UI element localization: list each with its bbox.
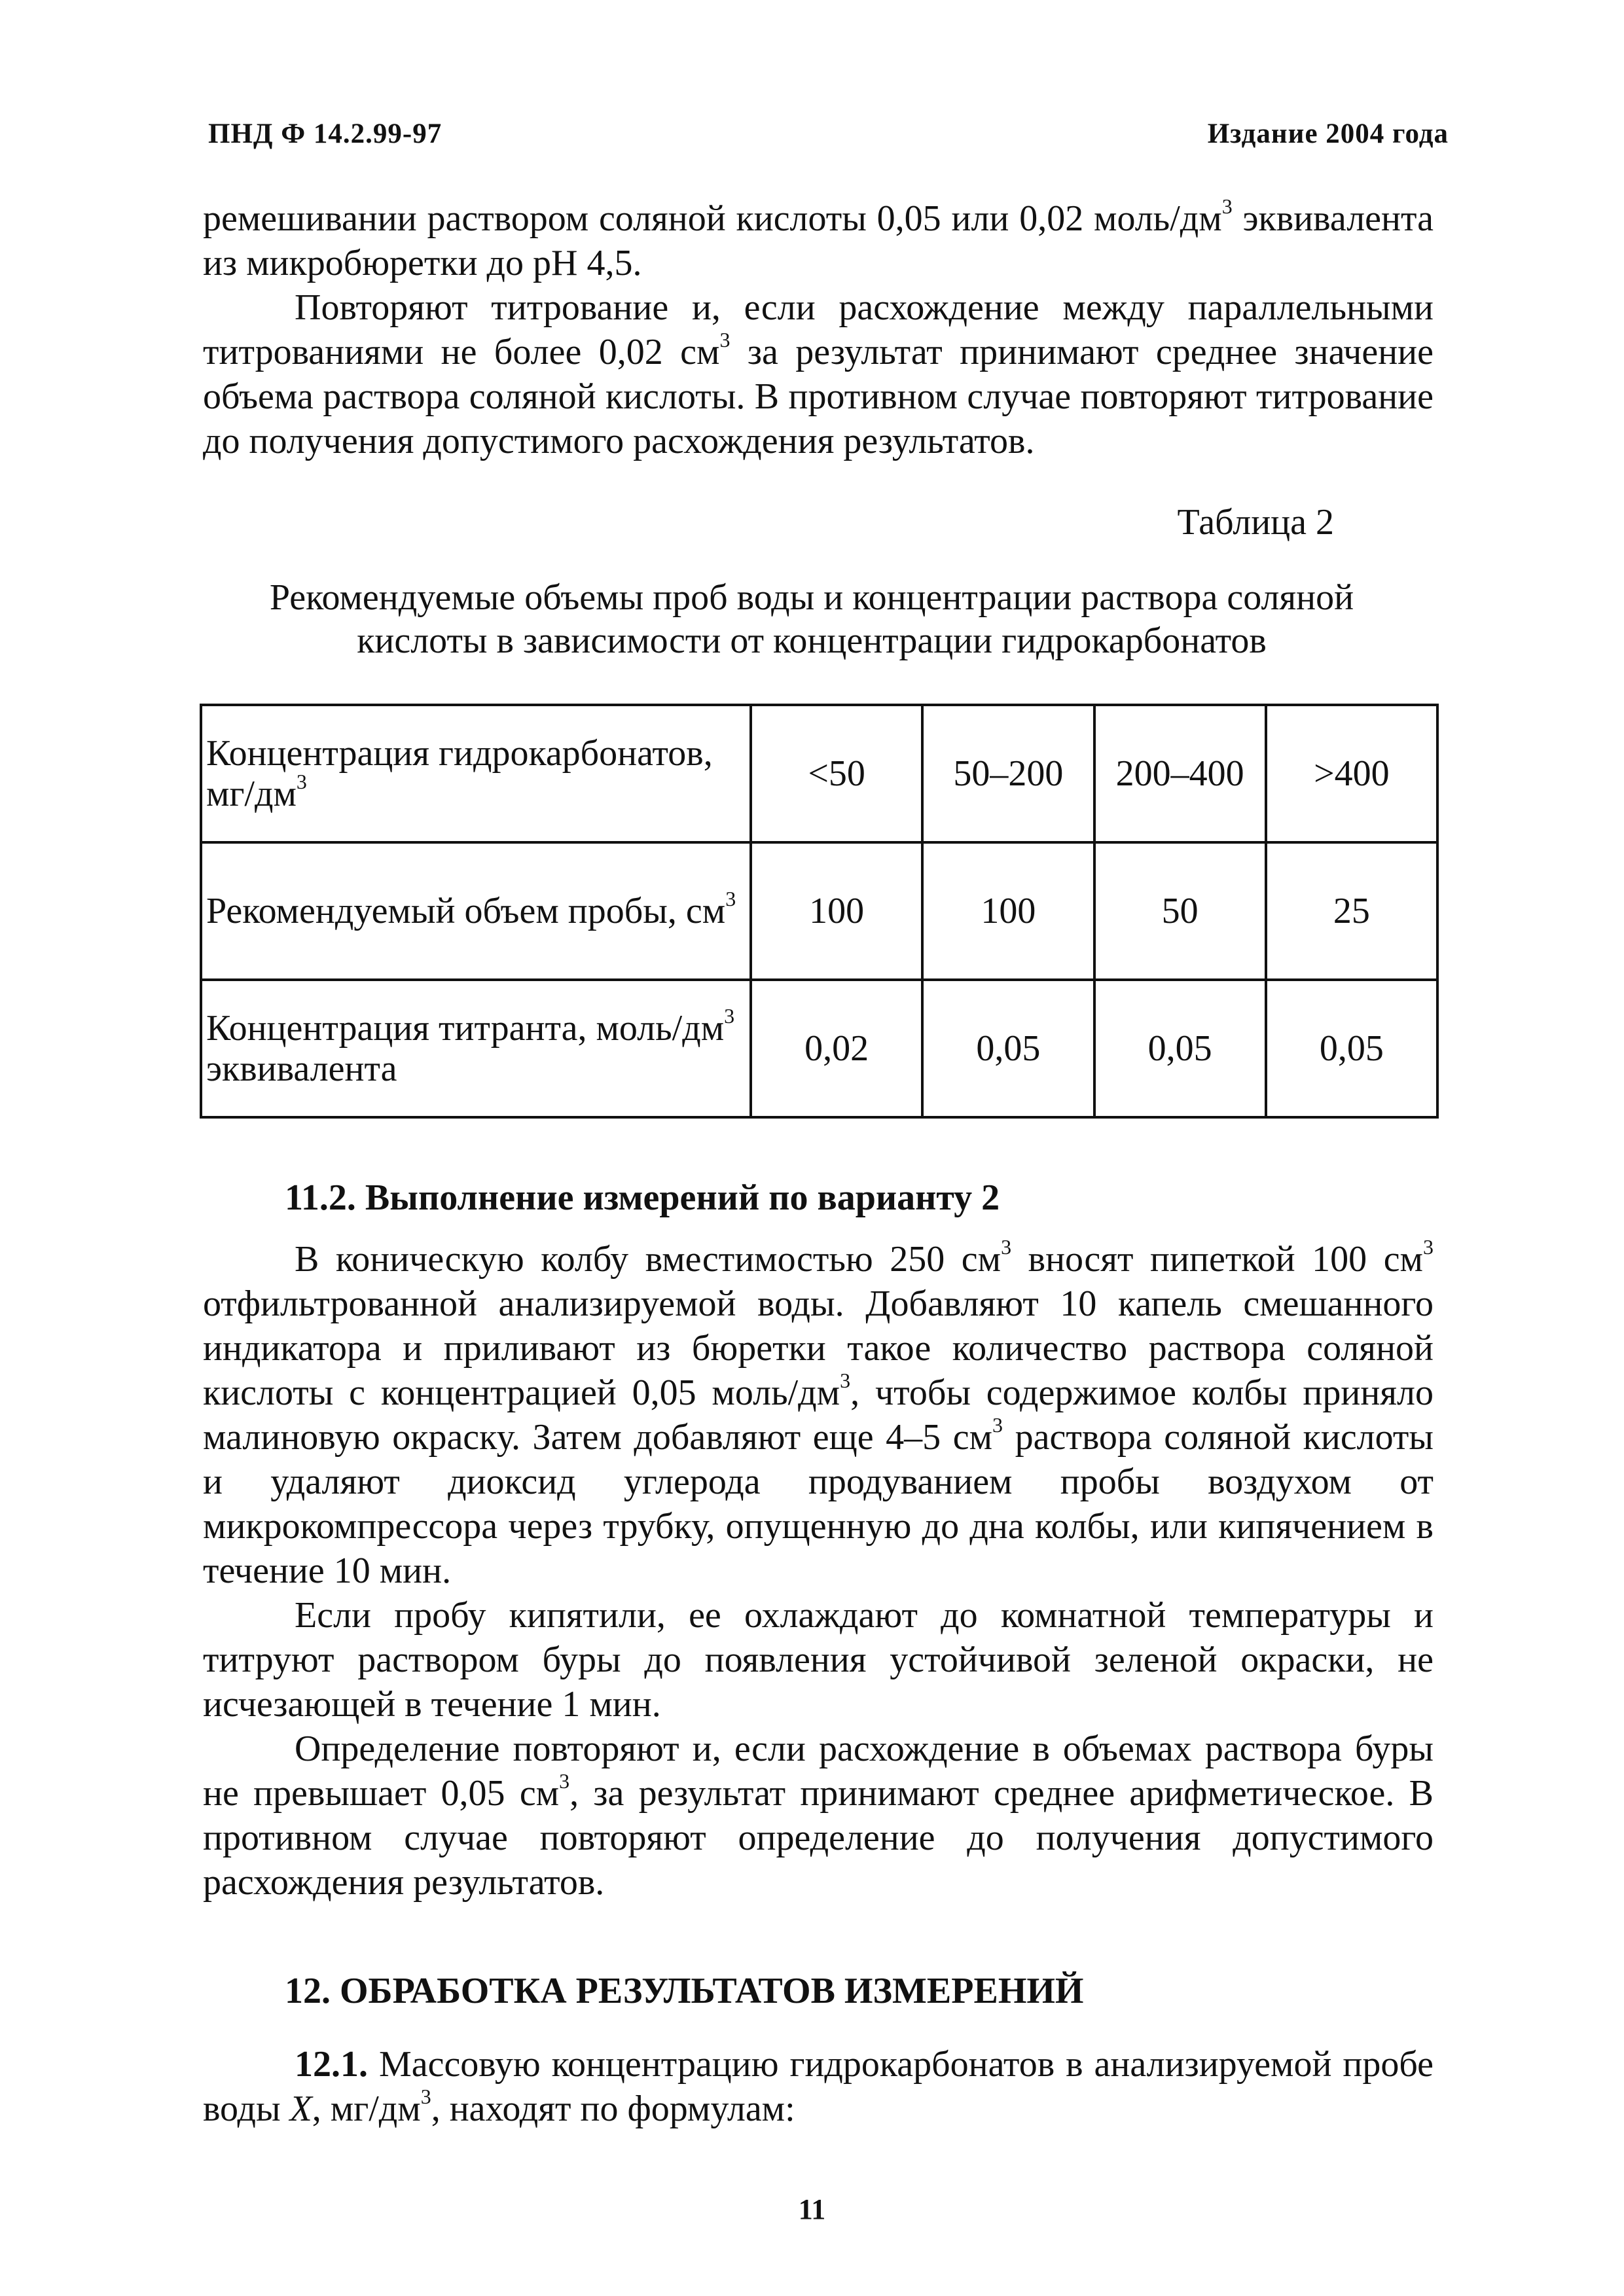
table-cell: 25 <box>1266 842 1437 980</box>
table-cell: 0,05 <box>1266 980 1437 1117</box>
table-label: Таблица 2 <box>1177 502 1334 543</box>
section-12-heading: 12. ОБРАБОТКА РЕЗУЛЬТАТОВ ИЗМЕРЕНИЙ <box>285 1971 1084 2011</box>
section-12-1-paragraph: 12.1. Массовую концентрацию гидрокарбонатов в анализируемой пробе воды X, $мг/дм^3$, находят по формулам: <box>203 2044 1434 2129</box>
table-cell: 50 <box>1094 842 1266 980</box>
section-11-2-paragraph-2: Если пробу кипятили, ее охлаждают до комнатной температуры и титруют раствором буры до появления устойчивой зеленой окраски, не исчезающей в течение 1 мин. <box>203 1595 1434 1725</box>
intro-text <box>203 196 1434 463</box>
data-table <box>200 704 1439 1119</box>
table-row <box>201 980 1437 1117</box>
table-cell: 50–200 <box>922 705 1094 842</box>
table-row <box>201 705 1437 842</box>
table-cell: 0,02 <box>751 980 922 1117</box>
table-cell: 100 <box>751 842 922 980</box>
table-cell: 0,05 <box>922 980 1094 1117</box>
section-11-2-paragraph-3: Определение повторяют и, если расхождение в объемах раствора буры не превышает 0,05 $см^3$, за результат принимают среднее арифметическое. В противном случае повторяют определение до получения допустимого расхождения результатов. <box>203 1729 1434 1903</box>
table-cell: 0,05 <box>1094 980 1266 1117</box>
document-code: ПНД Ф 14.2.99-97 <box>208 118 442 149</box>
table-cell: <50 <box>751 705 922 842</box>
section-11-2-heading: 11.2. Выполнение измерений по варианту 2 <box>285 1177 1000 1218</box>
table-row-header: Концентрация гидрокарбонатов, $мг/дм^3$ <box>201 705 751 842</box>
table-cell: 100 <box>922 842 1094 980</box>
page-number: 11 <box>798 2193 826 2225</box>
section-11-2-text <box>203 1237 1434 1905</box>
intro-paragraph-1: ремешивании раствором соляной кислоты 0,05 или 0,02 моль/$дм^3$ эквивалента из микробюретки до pH 4,5. <box>203 194 1434 283</box>
intro-paragraph-2: Повторяют титрование и, если расхождение между параллельными титрованиями не более 0,02 $см^3$ за результат принимают среднее значение объема раствора соляной кислоты. В противном случае повторяют титрование до получения допустимого расхождения результатов. <box>203 287 1434 461</box>
table-cell: 200–400 <box>1094 705 1266 842</box>
section-12-text <box>203 2042 1434 2131</box>
section-11-2-paragraph-1: В коническую колбу вместимостью 250 $см^3$ вносят пипеткой 100 $см^3$ отфильтрованной анализируемой воды. Добавляют 10 капель смешанного индикатора и приливают из бюретки такое количество раствора соляной кислоты с концентрацией 0,05 моль/$дм^3$, чтобы содержимое колбы приняло малиновую окраску. Затем добавляют еще 4–5 $см^3$ раствора соляной кислоты и удаляют диоксид углерода продуванием пробы воздухом от микрокомпрессора через трубку, опущенную до дна колбы, или кипячением в течение 10 мин. <box>203 1235 1434 1591</box>
table-row <box>201 842 1437 980</box>
table-row-header: Рекомендуемый объем пробы, $см^3$ <box>201 842 751 980</box>
table-title: Рекомендуемые объемы проб воды и концентрации раствора соляной кислоты в зависимости от концентрации гидрокарбонатов <box>269 577 1354 661</box>
edition-year: Издание 2004 года <box>1207 118 1449 149</box>
table-row-header: Концентрация титранта, моль/$дм^3$ эквивалента <box>201 980 751 1117</box>
table-cell: >400 <box>1266 705 1437 842</box>
